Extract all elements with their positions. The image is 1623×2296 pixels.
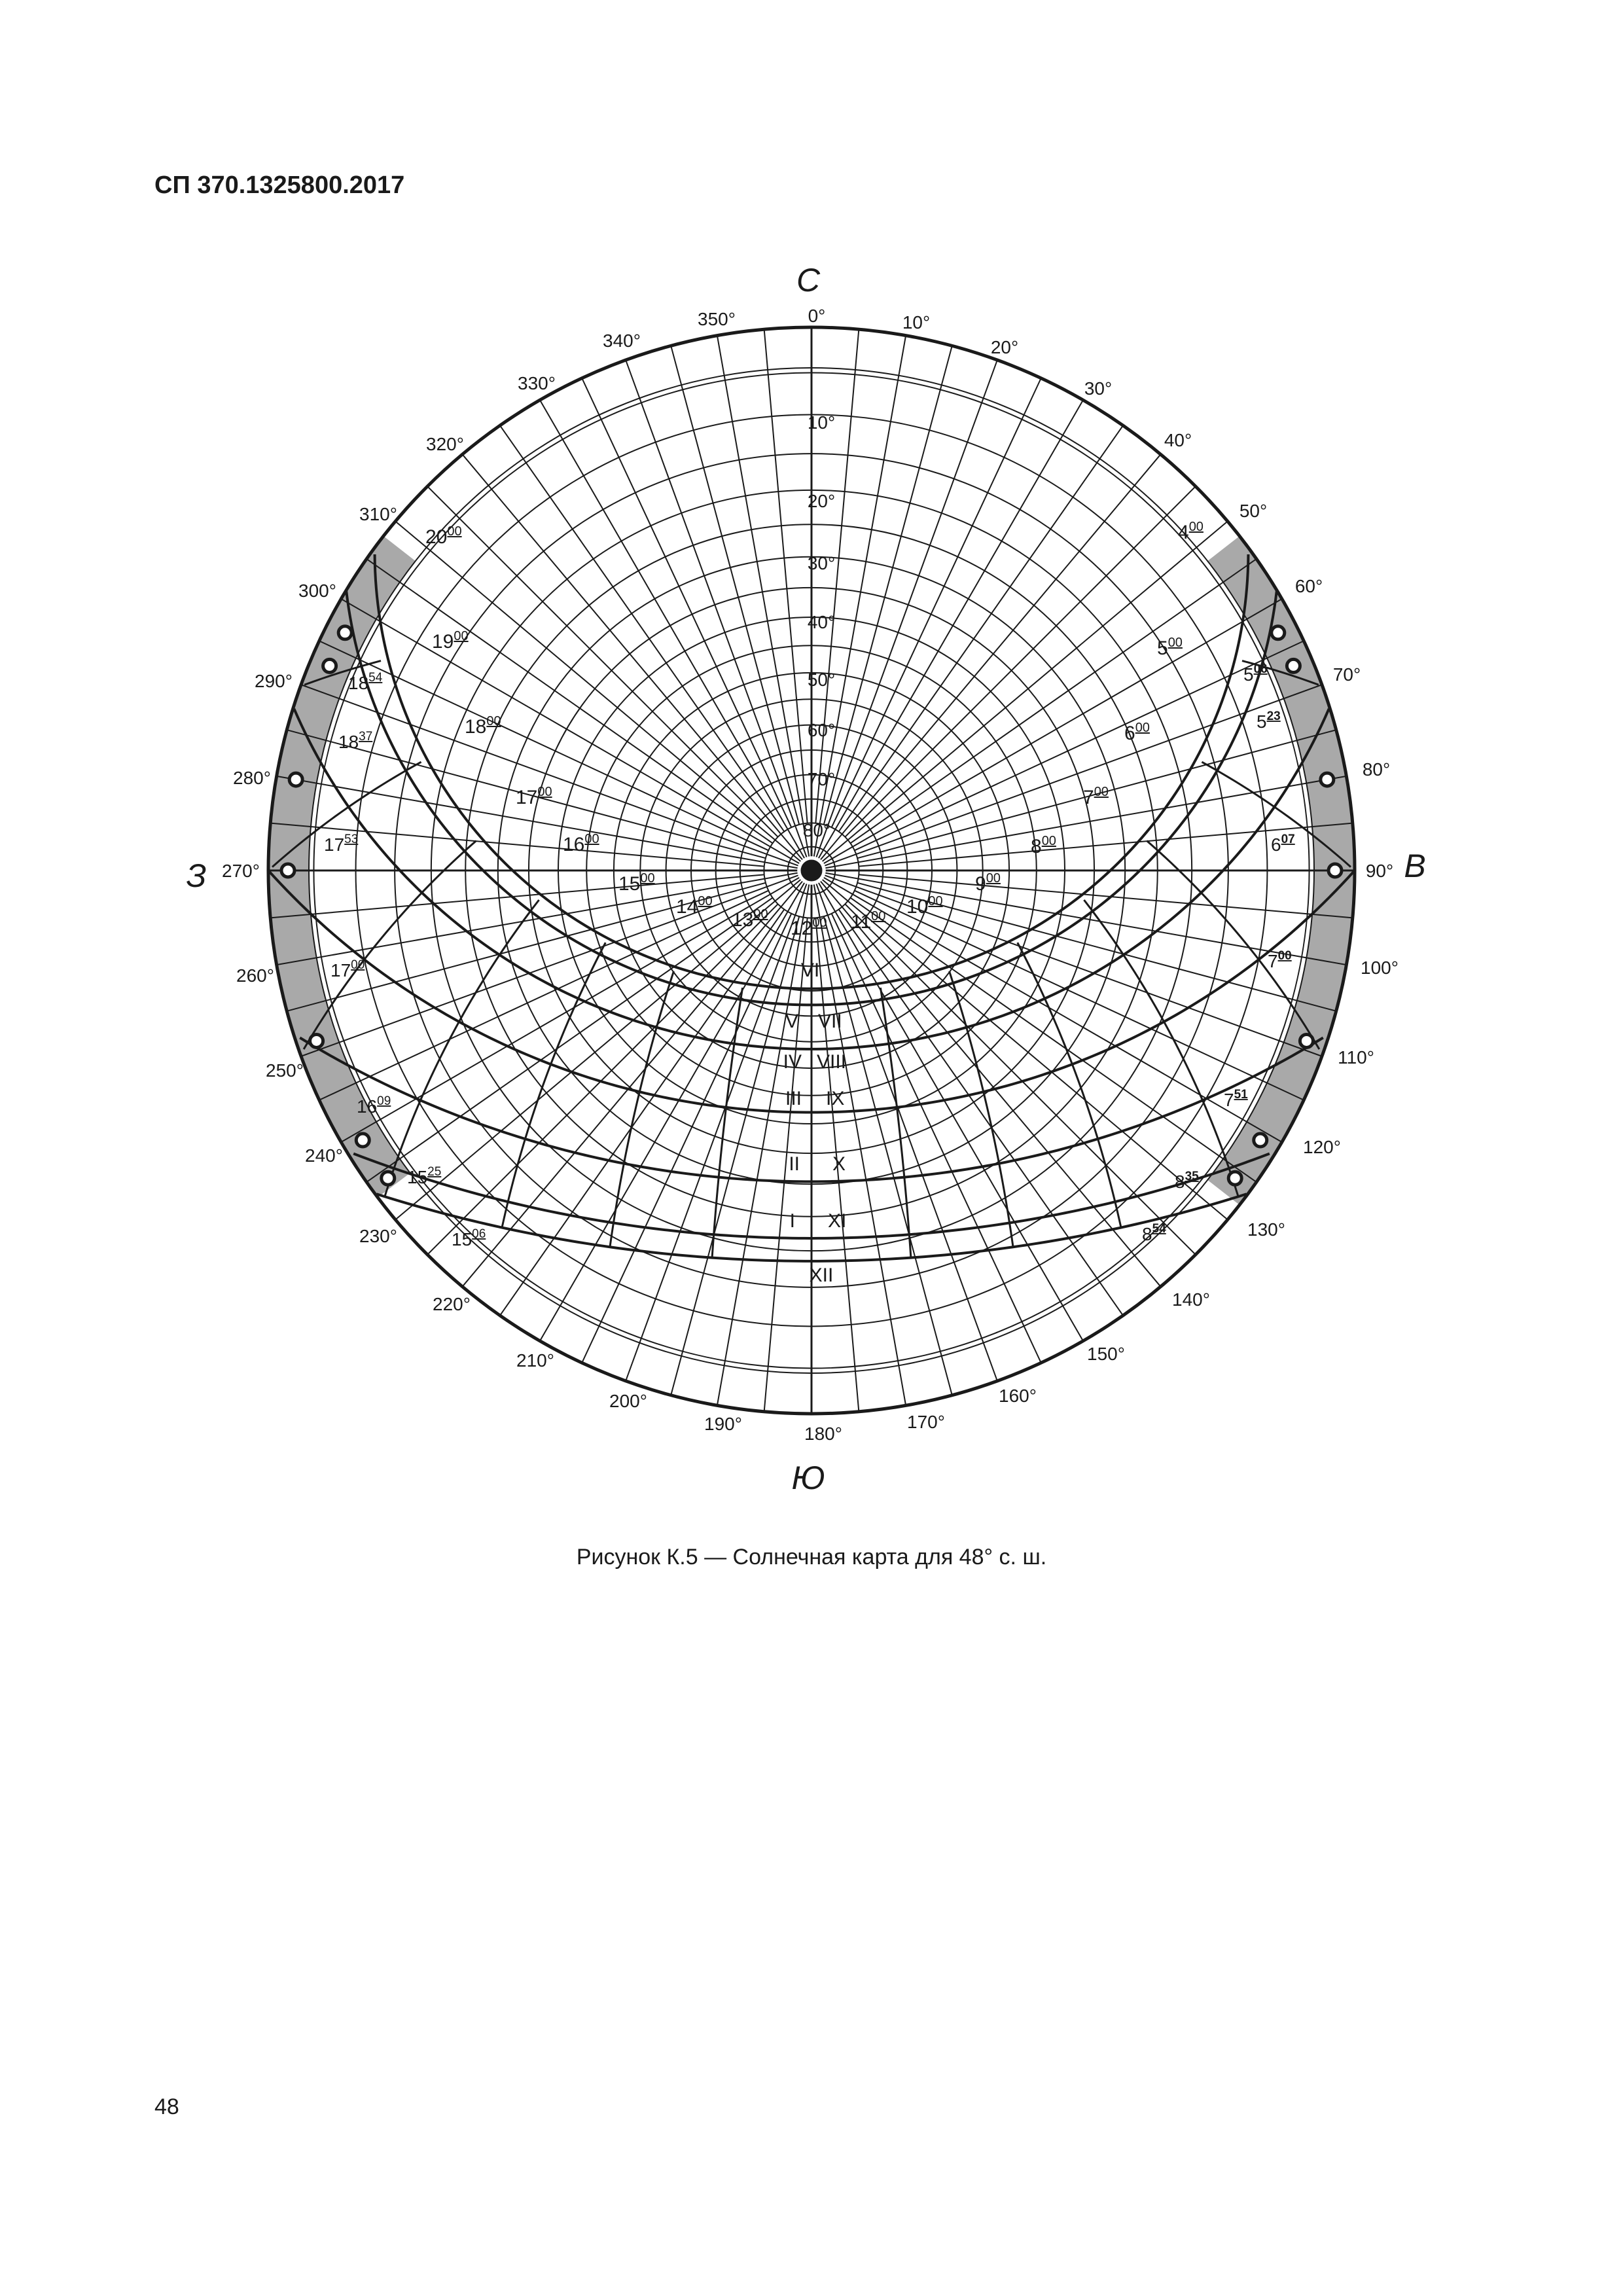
hour-line — [1084, 900, 1238, 1196]
azimuth-label: 120° — [1303, 1137, 1341, 1157]
azimuth-radial — [582, 378, 791, 827]
azimuth-label: 340° — [603, 331, 641, 351]
month-label: VI — [800, 960, 820, 981]
azimuth-radial — [850, 559, 1256, 843]
sun-time-label: $7^{00}$ — [1268, 949, 1292, 971]
month-label: XII — [809, 1265, 834, 1286]
sun-icon — [310, 1034, 323, 1047]
sun-icon — [1300, 1034, 1313, 1047]
azimuth-label: 50° — [1239, 501, 1268, 521]
sun-time-label: $15^{25}$ — [407, 1165, 442, 1187]
azimuth-radial — [582, 914, 791, 1363]
azimuth-radial — [366, 559, 772, 843]
month-label: II — [789, 1153, 800, 1175]
azimuth-label: 240° — [305, 1145, 343, 1166]
altitude-label: 60° — [807, 720, 836, 740]
azimuth-radial — [717, 336, 809, 857]
month-label: XI — [828, 1210, 847, 1232]
azimuth-radial — [855, 641, 1304, 850]
azimuth-radial — [764, 918, 808, 1412]
azimuth-label: 350° — [698, 309, 736, 329]
sun-time-label: $5^{06}$ — [1243, 662, 1268, 685]
altitude-labels — [803, 412, 835, 840]
altitude-label: 80° — [802, 820, 831, 840]
sun-time-label: $15^{06}$ — [452, 1227, 486, 1249]
sun-time-label: $8^{35}$ — [1175, 1170, 1199, 1192]
sun-time-label: $5^{23}$ — [1257, 709, 1281, 732]
azimuth-radial — [832, 914, 1041, 1363]
azimuth-radial — [823, 880, 1228, 1220]
hour-label-19: $19^{00}$ — [432, 629, 469, 653]
sun-time-label: $8^{54}$ — [1142, 1222, 1166, 1244]
hour-label-4: $4^{00}$ — [1178, 520, 1204, 543]
azimuth-label: 170° — [907, 1412, 945, 1432]
azimuth-label: 250° — [266, 1060, 304, 1081]
sun-time-label: $18^{54}$ — [348, 671, 383, 693]
sun-icon — [338, 626, 351, 639]
azimuth-label: 180° — [804, 1424, 842, 1444]
hour-label-15: $15^{00}$ — [618, 871, 655, 895]
altitude-label: 70° — [807, 769, 836, 789]
azimuth-radial — [626, 360, 806, 857]
hour-label-18: $18^{00}$ — [465, 714, 501, 738]
hour-label-12: $12^{00}$ — [791, 916, 827, 939]
month-label: I — [789, 1210, 795, 1232]
altitude-label: 30° — [807, 553, 836, 573]
azimuth-label: 230° — [359, 1226, 397, 1246]
azimuth-label: 290° — [255, 671, 293, 691]
sun-icon — [356, 1134, 369, 1147]
month-label: IV — [783, 1051, 802, 1073]
azimuth-label: 20° — [990, 337, 1019, 357]
azimuth-label: 220° — [433, 1294, 471, 1314]
sun-time-label: $6^{07}$ — [1271, 833, 1295, 855]
month-label: IX — [826, 1088, 845, 1109]
azimuth-label: 40° — [1164, 430, 1192, 450]
azimuth-label: 300° — [298, 581, 336, 601]
azimuth-label: 270° — [222, 861, 260, 881]
sun-icon — [323, 659, 336, 672]
azimuth-label: 10° — [902, 312, 931, 332]
azimuth-label: 100° — [1361, 958, 1399, 978]
sun-time-label: $18^{37}$ — [338, 730, 373, 752]
azimuth-label: 200° — [609, 1391, 647, 1411]
azimuth-radial — [717, 884, 809, 1405]
sun-icon — [1228, 1172, 1241, 1185]
hour-label-14: $14^{00}$ — [676, 894, 713, 918]
azimuth-radial — [815, 329, 859, 823]
month-label: III — [785, 1088, 802, 1109]
sun-icon — [1329, 864, 1342, 877]
sun-icon — [1272, 626, 1285, 639]
azimuth-label: 310° — [359, 504, 397, 524]
azimuth-label: 150° — [1087, 1344, 1125, 1364]
azimuth-label: 80° — [1362, 759, 1391, 780]
month-label: VII — [818, 1011, 842, 1032]
hour-label-6: $6^{00}$ — [1124, 721, 1150, 744]
sun-icon — [1321, 773, 1334, 786]
azimuth-radial — [823, 521, 1228, 861]
azimuth-label: 110° — [1338, 1047, 1374, 1067]
azimuth-radial — [427, 486, 778, 837]
hour-label-7: $7^{00}$ — [1083, 785, 1109, 808]
sun-icon — [281, 864, 294, 877]
azimuth-radial — [816, 360, 997, 857]
sun-icon — [1254, 1134, 1267, 1147]
azimuth-radial — [500, 425, 784, 831]
azimuth-label: 60° — [1294, 576, 1323, 596]
month-label: X — [832, 1153, 846, 1175]
azimuth-radial — [845, 486, 1196, 837]
azimuth-label: 280° — [233, 768, 271, 788]
azimuth-label: 320° — [426, 434, 464, 454]
cardinal-east: В — [1404, 848, 1426, 884]
azimuth-label: 260° — [236, 965, 274, 986]
azimuth-radial — [764, 329, 808, 823]
azimuth-label: 330° — [518, 373, 556, 393]
azimuth-label: 70° — [1332, 664, 1361, 685]
azimuth-radial — [671, 346, 799, 825]
azimuth-label: 0° — [808, 306, 826, 326]
hour-label-9: $9^{00}$ — [975, 871, 1001, 895]
azimuth-radial — [462, 454, 802, 859]
hour-label-11: $11^{00}$ — [851, 909, 886, 933]
hour-label-17: $17^{00}$ — [516, 785, 552, 808]
cardinal-west: З — [186, 857, 207, 894]
altitude-label: 50° — [807, 670, 836, 690]
hour-label-10: $10^{00}$ — [906, 894, 943, 918]
altitude-label: 20° — [807, 491, 836, 511]
hour-label-5: $5^{00}$ — [1157, 636, 1183, 659]
azimuth-label: 160° — [999, 1386, 1037, 1406]
zenith-dot — [801, 860, 822, 881]
sun-icon — [382, 1172, 395, 1185]
month-label: VIII — [817, 1051, 847, 1073]
azimuth-radial — [814, 884, 906, 1405]
azimuth-label: 190° — [704, 1414, 742, 1434]
azimuth-radial — [319, 641, 768, 850]
azimuth-label: 90° — [1365, 861, 1394, 881]
month-label: V — [785, 1011, 798, 1032]
hour-line — [385, 900, 539, 1196]
sun-time-label: $16^{09}$ — [357, 1094, 391, 1117]
azimuth-label: 140° — [1172, 1289, 1210, 1310]
azimuth-radial — [821, 454, 1161, 859]
sun-icon — [1287, 659, 1300, 672]
hour-label-16: $16^{00}$ — [563, 832, 599, 855]
sun-icon — [289, 773, 302, 786]
azimuth-label: 130° — [1247, 1219, 1285, 1240]
altitude-label: 10° — [807, 412, 836, 433]
cardinal-south: Ю — [791, 1460, 825, 1496]
altitude-label: 40° — [807, 612, 836, 632]
azimuth-radial — [825, 685, 1322, 865]
hour-label-13: $13^{00}$ — [732, 907, 768, 931]
hour-label-8: $8^{00}$ — [1031, 834, 1056, 857]
azimuth-radial — [395, 521, 800, 861]
azimuth-radial — [839, 909, 1123, 1315]
azimuth-radial — [839, 425, 1123, 831]
page-number: 48 — [154, 2094, 179, 2119]
figure-caption: Рисунок К.5 — Солнечная карта для 48° с. ш. — [576, 1545, 1047, 1570]
azimuth-radial — [301, 685, 798, 865]
sun-time-label: $17^{53}$ — [324, 833, 359, 855]
azimuth-radial — [832, 378, 1041, 827]
azimuth-radial — [500, 909, 784, 1315]
document-code: СП 370.1325800.2017 — [154, 171, 405, 199]
azimuth-label: 210° — [516, 1350, 554, 1371]
azimuth-radial — [824, 346, 952, 825]
sun-time-label: $7^{51}$ — [1224, 1088, 1248, 1110]
azimuth-label: 30° — [1084, 378, 1113, 399]
cardinal-north: С — [796, 262, 821, 298]
hour-label-20: $20^{00}$ — [425, 524, 462, 548]
sun-time-label: $17^{00}$ — [330, 958, 365, 980]
